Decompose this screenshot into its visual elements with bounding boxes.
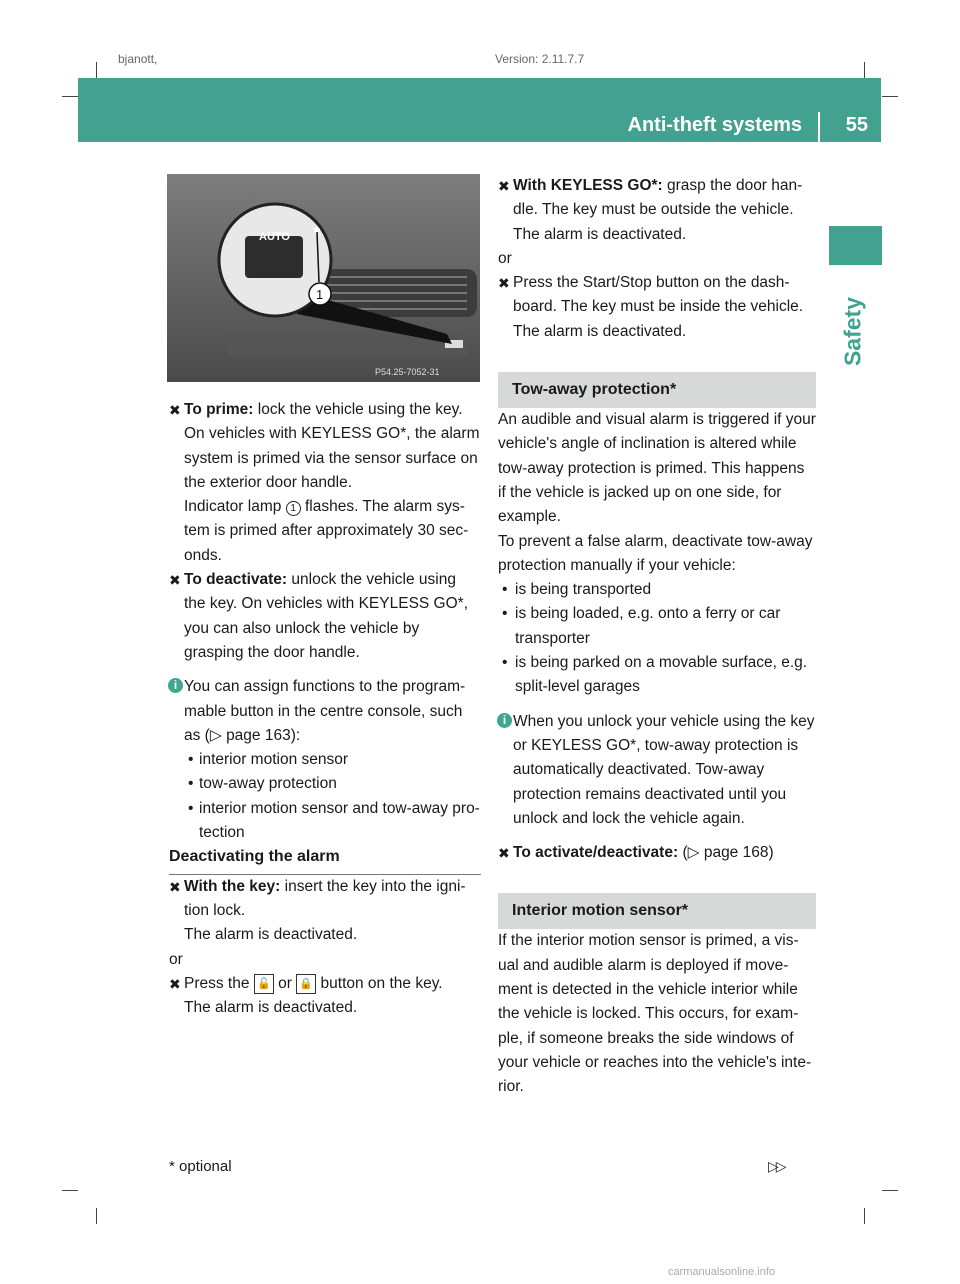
- step-label: With KEYLESS GO*:: [513, 177, 663, 194]
- crop-mark: [864, 62, 865, 78]
- bullet-icon: •: [188, 751, 194, 769]
- towaway-bullet: [498, 602, 816, 651]
- step-startstop: [498, 271, 816, 320]
- step-label: To prime:: [184, 401, 254, 418]
- info-text: You can assign functions to the program-mable button in the centre console, such as (▷ page 163):: [184, 678, 466, 744]
- arrow-icon: ✖: [498, 275, 510, 292]
- lock-icon: 🔒: [296, 974, 316, 994]
- step-with-key: [169, 875, 481, 924]
- info-icon: i: [168, 678, 183, 693]
- towaway-paragraph: An audible and visual alarm is triggered if your vehicle's angle of inclination is altered while tow-away protection is primed. This happens if the vehicle is jacked up on one side, for example.: [498, 411, 816, 526]
- figure-code: P54.25-7052-31: [375, 367, 440, 377]
- bullet-text: is being transported: [515, 581, 652, 599]
- bullet-text: interior motion sensor and tow-away pro-tection: [199, 799, 480, 842]
- unlock-icon: 🔓: [254, 974, 274, 994]
- towaway-bullet: [498, 578, 816, 602]
- towaway-heading: Tow-away protection*: [498, 372, 816, 408]
- prime-lamp: [169, 495, 481, 568]
- chapter-tab: [829, 226, 882, 265]
- bullet-icon: •: [188, 799, 194, 817]
- info-bullet: [184, 772, 481, 796]
- crop-mark: [882, 96, 898, 97]
- left-column: [169, 398, 481, 1020]
- info-bullet: [184, 797, 481, 846]
- interior-heading: Interior motion sensor*: [498, 893, 816, 929]
- step-result: The alarm is deactivated.: [184, 999, 358, 1017]
- page-reference: (▷ page 168): [682, 844, 774, 862]
- step-label: With the key:: [184, 877, 281, 895]
- crop-mark: [62, 1190, 78, 1191]
- auto-label: AUTO: [259, 231, 290, 243]
- towaway-bullet: [498, 651, 816, 700]
- step-text: grasp the door han-dle. The key must be outside the vehicle.: [513, 177, 803, 219]
- info-note: [498, 710, 816, 831]
- crop-mark: [62, 96, 78, 97]
- step-text: insert the key into the igni-tion lock.: [184, 877, 466, 919]
- towaway-paragraph: To prevent a false alarm, deactivate tow-away protection manually if your vehicle:: [498, 532, 813, 574]
- arrow-icon: ✖: [498, 845, 510, 862]
- page-number: 55: [845, 114, 868, 136]
- section-heading: Deactivating the alarm: [169, 845, 481, 874]
- bullet-icon: •: [502, 654, 508, 672]
- bullet-icon: •: [188, 775, 194, 793]
- bullet-text: tow-away protection: [199, 775, 337, 793]
- arrow-icon: ✖: [498, 178, 510, 194]
- step-result: The alarm is deactivated.: [184, 926, 358, 944]
- step-prime: [169, 398, 481, 422]
- or-text: or: [498, 249, 512, 267]
- marker-number: 1: [316, 287, 324, 302]
- step-activate: [498, 841, 816, 865]
- footnote: * optional: [169, 1158, 232, 1175]
- lamp-text-post: flashes. The alarm sys-tem is primed after approximately 30 sec-onds.: [184, 498, 469, 564]
- header-version: Version: 2.11.7.7: [495, 52, 585, 66]
- step-text: or: [278, 974, 292, 992]
- info-text: When you unlock your vehicle using the key or KEYLESS GO*, tow-away protection is automatically deactivated. Tow-away protection remains deactivated until you unlock and lock the vehicle again.: [513, 712, 815, 827]
- info-icon: i: [497, 713, 512, 728]
- step-result: The alarm is deactivated.: [513, 322, 687, 340]
- bullet-text: is being loaded, e.g. onto a ferry or car transporter: [515, 605, 781, 647]
- step-label: To deactivate:: [184, 571, 288, 589]
- step-result: The alarm is deactivated.: [513, 225, 687, 243]
- crop-mark: [864, 1208, 865, 1224]
- step-text: unlock the vehicle using the key. On vehicles with KEYLESS GO*, you can also unlock the vehicle by grasping the door handle.: [184, 571, 469, 661]
- bullet-text: is being parked on a movable surface, e.g. split-level garages: [515, 654, 808, 696]
- step-press-key: [169, 972, 481, 996]
- chapter-label: Safety: [839, 296, 866, 367]
- crop-mark: [882, 1190, 898, 1191]
- section-title: Anti-theft systems: [627, 114, 802, 136]
- step-text: button on the key.: [320, 974, 443, 992]
- lamp-text-pre: Indicator lamp: [184, 498, 282, 516]
- step-text: lock the vehicle using the key.: [257, 401, 463, 418]
- marker-badge: 1: [286, 501, 301, 516]
- step-text: Press the: [184, 974, 250, 992]
- header-separator: [818, 112, 820, 142]
- continued-icon: ▷▷: [768, 1158, 784, 1174]
- header-left-text: bjanott,: [118, 52, 158, 66]
- step-label: To activate/deactivate:: [513, 844, 679, 862]
- dashboard-figure: [167, 174, 480, 382]
- interior-paragraph: If the interior motion sensor is primed, a vis-ual and audible alarm is deployed if move-ment is detected in the vehicle interior while the vehicle is locked. This occurs, for exam-ple, if someone breaks the side windows of your vehicle or reaches into the vehicle's inte-rior.: [498, 932, 812, 1096]
- prime-detail: On vehicles with KEYLESS GO*, the alarm system is primed via the sensor surface on the exterior door handle.: [184, 425, 480, 491]
- arrow-icon: ✖: [169, 402, 181, 418]
- bullet-text: interior motion sensor: [199, 751, 349, 769]
- step-keyless: [498, 174, 816, 223]
- arrow-icon: ✖: [169, 572, 181, 589]
- crop-mark: [96, 62, 97, 78]
- right-column: [498, 174, 816, 1100]
- crop-mark: [96, 1208, 97, 1224]
- arrow-icon: ✖: [169, 878, 181, 895]
- info-bullet: [184, 748, 481, 772]
- watermark: carmanualsonline.info: [668, 1266, 776, 1278]
- step-deactivate: [169, 568, 481, 665]
- info-note: [169, 675, 481, 748]
- arrow-icon: ✖: [169, 975, 181, 992]
- bullet-icon: •: [502, 581, 508, 599]
- step-text: Press the Start/Stop button on the dash-board. The key must be inside the vehicle.: [513, 274, 804, 316]
- bullet-icon: •: [502, 605, 508, 623]
- or-text: or: [169, 950, 183, 968]
